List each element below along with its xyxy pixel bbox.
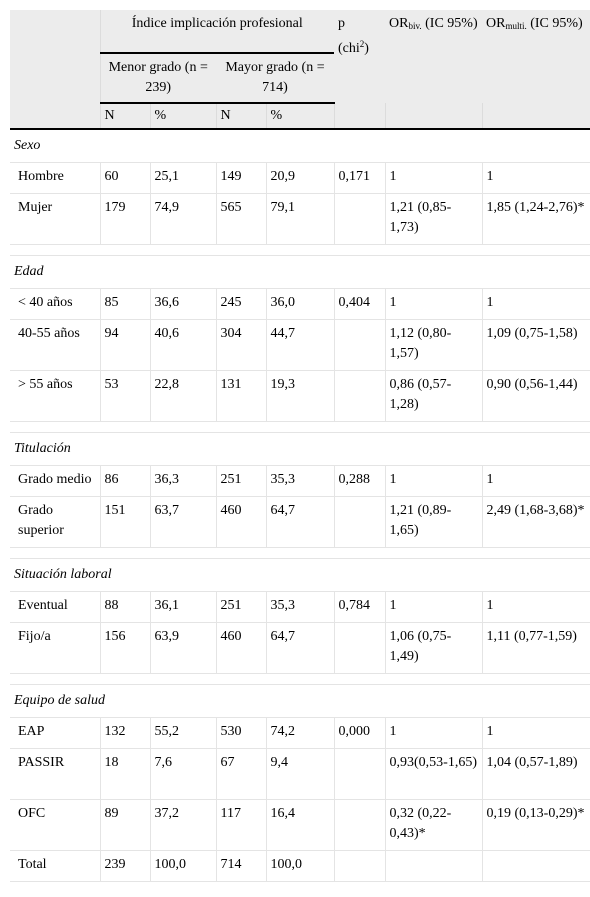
n-menor: 89: [100, 800, 150, 851]
n1-header: N: [100, 103, 150, 129]
row-label: Eventual: [10, 592, 100, 623]
row-label: PASSIR: [10, 749, 100, 800]
n-mayor: 530: [216, 718, 266, 749]
pct-menor: 7,6: [150, 749, 216, 800]
pct-mayor: 79,1: [266, 194, 334, 245]
or-biv: 1,21 (0,85-1,73): [385, 194, 482, 245]
n-mayor: 460: [216, 497, 266, 548]
p-header: [334, 10, 385, 103]
p-value: [334, 851, 385, 882]
section-title: Situación laboral: [10, 559, 590, 592]
row-label: Grado superior: [10, 497, 100, 548]
or-biv: 0,32 (0,22-0,43)*: [385, 800, 482, 851]
n-menor: 18: [100, 749, 150, 800]
p-value: 0,288: [334, 466, 385, 497]
table-row: [10, 592, 590, 623]
or-multi: 0,19 (0,13-0,29)*: [482, 800, 590, 851]
section-spacer: [10, 674, 590, 685]
table-row: [10, 800, 590, 851]
p-sup-label: 2: [359, 39, 365, 49]
pct-menor: 37,2: [150, 800, 216, 851]
n-mayor: 565: [216, 194, 266, 245]
or-multi: 0,90 (0,56-1,44): [482, 371, 590, 422]
or-multi: 1,11 (0,77-1,59): [482, 623, 590, 674]
n-menor: 179: [100, 194, 150, 245]
n-menor: 132: [100, 718, 150, 749]
or-biv: 1,06 (0,75-1,49): [385, 623, 482, 674]
section-spacer: [10, 548, 590, 559]
p-value: 0,171: [334, 163, 385, 194]
table-row: [10, 718, 590, 749]
pct-mayor: 16,4: [266, 800, 334, 851]
section-title: Equipo de salud: [10, 685, 590, 718]
row-label: Grado medio: [10, 466, 100, 497]
n-menor: 86: [100, 466, 150, 497]
or-multi: 1: [482, 163, 590, 194]
p-value: [334, 497, 385, 548]
spacer-cell: [10, 245, 590, 256]
row-label: Fijo/a: [10, 623, 100, 674]
n-mayor: 149: [216, 163, 266, 194]
n-menor: 60: [100, 163, 150, 194]
table-row: [10, 371, 590, 422]
pct-mayor: 64,7: [266, 497, 334, 548]
pct-menor: 22,8: [150, 371, 216, 422]
row-label: < 40 años: [10, 289, 100, 320]
pct-menor: 36,6: [150, 289, 216, 320]
n-mayor: 245: [216, 289, 266, 320]
p-value: 0,000: [334, 718, 385, 749]
pct-menor: 63,9: [150, 623, 216, 674]
or-multi: 1: [482, 289, 590, 320]
or-multi: 1: [482, 466, 590, 497]
pct-mayor: 35,3: [266, 592, 334, 623]
section-spacer: [10, 245, 590, 256]
menor-grado-header: Menor grado (n = 239): [100, 53, 216, 103]
pct-mayor: 19,3: [266, 371, 334, 422]
section-spacer: [10, 422, 590, 433]
row-label: OFC: [10, 800, 100, 851]
section-title: Titulación: [10, 433, 590, 466]
row-label: Hombre: [10, 163, 100, 194]
pct-menor: 36,3: [150, 466, 216, 497]
or-multi: [482, 851, 590, 882]
section-header-row: [10, 559, 590, 592]
table-row: [10, 163, 590, 194]
orbiv-pre: OR: [389, 16, 409, 31]
section-header-row: [10, 685, 590, 718]
table-row: [10, 466, 590, 497]
p-value: [334, 194, 385, 245]
p-close-label: ): [364, 41, 369, 56]
or-multi: 2,49 (1,68-3,68)*: [482, 497, 590, 548]
header-label-blank: [10, 103, 100, 129]
row-label: Total: [10, 851, 100, 882]
table-row: [10, 851, 590, 882]
orbiv-sub: biv.: [408, 21, 422, 31]
pct-mayor: 36,0: [266, 289, 334, 320]
pct1-header: %: [150, 103, 216, 129]
header-empty-cell: [10, 10, 100, 103]
section-title: Sexo: [10, 129, 590, 163]
row-label: EAP: [10, 718, 100, 749]
orbiv-post: (IC 95%): [421, 16, 478, 31]
n-menor: 156: [100, 623, 150, 674]
pct-menor: 100,0: [150, 851, 216, 882]
row-label: 40-55 años: [10, 320, 100, 371]
n-mayor: 460: [216, 623, 266, 674]
pct-menor: 40,6: [150, 320, 216, 371]
or-biv: 1: [385, 289, 482, 320]
section-title: Edad: [10, 256, 590, 289]
pct-mayor: 20,9: [266, 163, 334, 194]
or-biv: 1,12 (0,80-1,57): [385, 320, 482, 371]
table-row: [10, 497, 590, 548]
n2-header: N: [216, 103, 266, 129]
pct-mayor: 64,7: [266, 623, 334, 674]
pct-mayor: 100,0: [266, 851, 334, 882]
pct-mayor: 44,7: [266, 320, 334, 371]
or-biv: 1,21 (0,89-1,65): [385, 497, 482, 548]
section-header-row: [10, 129, 590, 163]
or-multi: 1,09 (0,75-1,58): [482, 320, 590, 371]
ormulti-pre: OR: [486, 16, 506, 31]
or-biv: 1: [385, 163, 482, 194]
table-row: [10, 623, 590, 674]
pct-menor: 55,2: [150, 718, 216, 749]
p-value: [334, 749, 385, 800]
n-mayor: 131: [216, 371, 266, 422]
row-label: Mujer: [10, 194, 100, 245]
n-menor: 94: [100, 320, 150, 371]
table-row: [10, 289, 590, 320]
ormulti-header: [482, 10, 590, 103]
n-mayor: 304: [216, 320, 266, 371]
n-mayor: 714: [216, 851, 266, 882]
p-value: 0,404: [334, 289, 385, 320]
or-biv: 1: [385, 718, 482, 749]
pct-menor: 74,9: [150, 194, 216, 245]
section-header-row: [10, 433, 590, 466]
n-mayor: 67: [216, 749, 266, 800]
n-menor: 151: [100, 497, 150, 548]
pct-menor: 63,7: [150, 497, 216, 548]
table-header: [10, 10, 590, 129]
p-value: [334, 320, 385, 371]
or-biv: 0,93(0,53-1,65): [385, 749, 482, 800]
table-row: [10, 320, 590, 371]
pct-menor: 25,1: [150, 163, 216, 194]
table-row: [10, 749, 590, 800]
pct-mayor: 35,3: [266, 466, 334, 497]
p-value: [334, 623, 385, 674]
p-sub-label: (chi: [338, 41, 360, 56]
or-biv: [385, 851, 482, 882]
p-blank: [334, 103, 385, 129]
n-menor: 85: [100, 289, 150, 320]
row-label: > 55 años: [10, 371, 100, 422]
p-label: p: [338, 16, 345, 31]
or-multi: 1: [482, 718, 590, 749]
spacer-cell: [10, 548, 590, 559]
table-row: [10, 194, 590, 245]
orbiv-header: [385, 10, 482, 103]
section-header-row: [10, 256, 590, 289]
ormulti-blank: [482, 103, 590, 129]
pct-menor: 36,1: [150, 592, 216, 623]
n-mayor: 117: [216, 800, 266, 851]
n-menor: 88: [100, 592, 150, 623]
table-body: [10, 129, 590, 882]
or-biv: 1: [385, 466, 482, 497]
spacer-cell: [10, 674, 590, 685]
or-multi: 1,85 (1,24-2,76)*: [482, 194, 590, 245]
p-value: [334, 371, 385, 422]
ormulti-post: (IC 95%): [526, 16, 583, 31]
results-table: [10, 10, 590, 882]
p-value: 0,784: [334, 592, 385, 623]
or-multi: 1,04 (0,57-1,89): [482, 749, 590, 800]
p-value: [334, 800, 385, 851]
n-menor: 53: [100, 371, 150, 422]
n-mayor: 251: [216, 466, 266, 497]
spacer-cell: [10, 422, 590, 433]
pct-mayor: 9,4: [266, 749, 334, 800]
or-biv: 0,86 (0,57-1,28): [385, 371, 482, 422]
or-multi: 1: [482, 592, 590, 623]
n-mayor: 251: [216, 592, 266, 623]
mayor-grado-header: Mayor grado (n = 714): [216, 53, 334, 103]
pct2-header: %: [266, 103, 334, 129]
orbiv-blank: [385, 103, 482, 129]
group-title: Índice implicación profesional: [100, 10, 334, 53]
n-menor: 239: [100, 851, 150, 882]
pct-mayor: 74,2: [266, 718, 334, 749]
ormulti-sub: multi.: [505, 21, 527, 31]
or-biv: 1: [385, 592, 482, 623]
